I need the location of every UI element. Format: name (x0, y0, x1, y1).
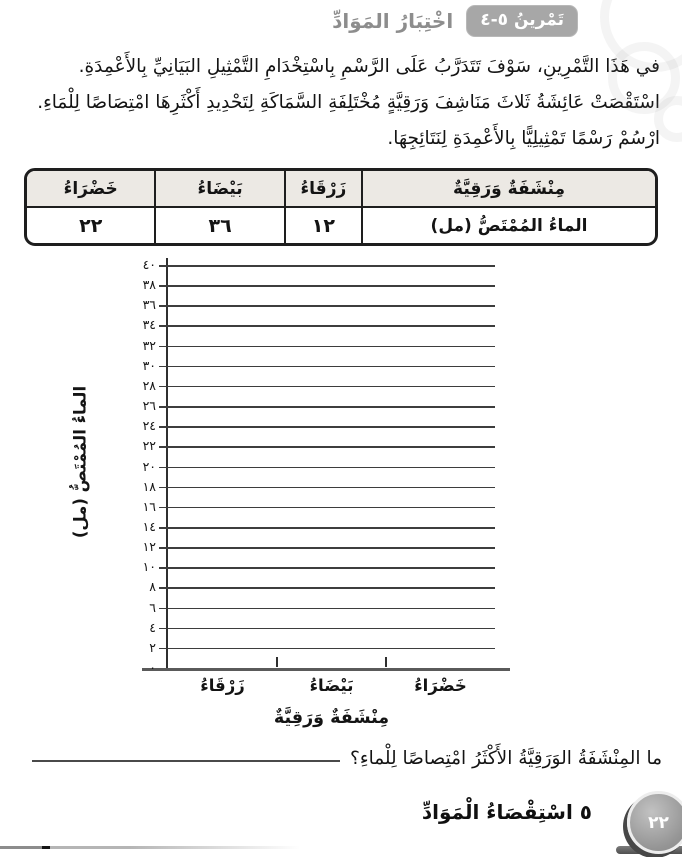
x-axis-labels (168, 676, 495, 695)
table-header-blue: زَرْقَاءُ (286, 171, 363, 208)
y-axis-tick-label: ٣٨ (142, 277, 156, 293)
y-axis-tick-label: ٦ (149, 599, 156, 615)
chart-gridline (159, 527, 495, 529)
chart-gridline (159, 346, 495, 348)
chart-gridline (159, 587, 495, 589)
y-axis-tick-label: ٤٠ (142, 257, 156, 272)
x-axis-tick (385, 657, 387, 667)
y-axis-title: الماءُ المُمْتَصُّ (مل) (70, 385, 90, 539)
x-label-white: بَيْضَاءُ (309, 676, 354, 695)
y-axis-tick-label: ٣٤ (142, 317, 156, 333)
instruction-line-2: اسْتَقْصَتْ عَائِشَةُ ثَلاثَ مَنَاشِفَ وَرَقِيَّةٍ مُخْتَلِفَةِ السَّمَاكَةِ لِتَحْدِيدِ أَكْثَرِهَا امْتِصَاصًا لِلْمَاءِ. (37, 92, 660, 113)
chart-gridline (159, 426, 495, 428)
chart-gridline (159, 567, 495, 569)
chart-gridline (159, 547, 495, 549)
y-axis-tick-label: ٢٤ (142, 418, 156, 434)
chart-gridline (159, 628, 495, 630)
instruction-line-3: ارْسُمْ رَسْمًا تَمْثِيلِيًّا بِالأَعْمِدَةِ لِنَتَائِجِهَا. (387, 128, 660, 149)
y-axis-tick-label: ١٢ (142, 539, 156, 555)
y-axis-tick-label: ٨ (149, 579, 156, 595)
y-axis-tick-label: ٢٦ (142, 398, 156, 414)
data-table (24, 168, 658, 246)
table-value-white: ٣٦ (156, 208, 285, 243)
table-value-green: ٢٢ (27, 208, 156, 243)
chart-gridline (159, 608, 495, 610)
chart-gridline (159, 325, 495, 327)
chart-gridline (159, 487, 495, 489)
chart-gridline (159, 446, 495, 448)
chart-gridline (159, 507, 495, 509)
chart-gridline (159, 305, 495, 307)
chart-plot-area[interactable] (142, 257, 495, 675)
table-row-label-absorbed-water: الماءُ المُمْتَصُّ (مل) (430, 215, 588, 236)
chart-gridline (159, 386, 495, 388)
y-axis-tick-label: ٣٠ (142, 357, 156, 373)
y-axis-tick-label: ١٠ (142, 559, 156, 575)
page-number-badge: ٢٢ (627, 791, 682, 854)
y-axis-tick-label: ٣٦ (142, 297, 156, 313)
x-label-green: خَضْرَاءُ (414, 676, 467, 695)
y-axis-tick-label: ١٨ (142, 478, 156, 494)
table-header-white: بَيْضَاءُ (156, 171, 285, 208)
chart-gridline (142, 668, 510, 671)
y-axis-tick-label: ٢٨ (142, 377, 156, 393)
question-row (32, 748, 662, 769)
x-label-blue: زَرْقَاءُ (200, 676, 245, 695)
exercise-number-badge: تَمْرينُ ٥-٤ (466, 5, 578, 37)
chart-gridline (159, 648, 495, 650)
chart-gridline (159, 467, 495, 469)
table-header-green: خَضْرَاءُ (27, 171, 156, 208)
y-axis-tick-label: ٣٢ (142, 337, 156, 353)
page-title: اخْتِبَارُ المَوَادِّ (332, 9, 454, 33)
answer-blank-line[interactable] (32, 760, 340, 762)
chart-gridline (159, 265, 495, 267)
y-axis-tick-label: ١٦ (142, 498, 156, 514)
question-text: ما المِنْشَفَةُ الوَرَقِيَّةُ الأَكْثَرُ امْتِصاصًا لِلْماءِ؟ (350, 748, 662, 769)
exercise-header (332, 5, 578, 37)
chart-gridline (159, 285, 495, 287)
y-axis-tick-label: ٢٠ (142, 458, 156, 474)
y-axis-tick-label: ٤ (149, 619, 156, 635)
table-value-blue: ١٢ (286, 208, 363, 243)
y-axis-tick-label: ٢ (149, 639, 156, 655)
instruction-line-1: في هَذَا التَّمْرِينِ، سَوْفَ تَتَدَرَّبُ عَلَى الرَّسْمِ بِاسْتِخْدَامِ التَّمْثِيلِ البَيَانِيِّ بِالأَعْمِدَةِ. (78, 56, 660, 77)
y-axis-tick-label: ١٤ (142, 518, 156, 534)
chart-gridline (159, 366, 495, 368)
x-axis-tick (276, 657, 278, 667)
chart-gridline (159, 406, 495, 408)
page-edge-line (0, 846, 305, 849)
y-axis-tick-label: ٠ (149, 660, 156, 675)
unit-footer-label: ٥ اسْتِقْصَاءُ الْمَوَادِّ (421, 800, 592, 824)
instructions (22, 49, 660, 157)
y-axis-tick-label: ٢٢ (142, 438, 156, 454)
x-axis-title: مِنْشَفَةٌ وَرَقِيَّةٌ (273, 708, 390, 728)
table-header-paper-towel: مِنْشَفَةٌ وَرَقِيَّةٌ (363, 171, 655, 208)
